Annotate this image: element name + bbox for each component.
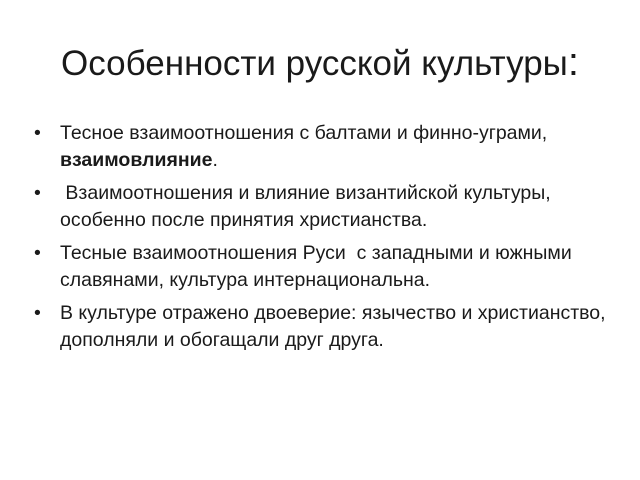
bullet-list xyxy=(32,120,612,360)
bullet-icon: • xyxy=(34,242,41,264)
bullet-icon: • xyxy=(34,122,41,144)
slide-title-colon: : xyxy=(567,40,579,84)
bullet-text-3: Тесные взаимоотношения Руси с западными и южными славянами, культура интернациональна. xyxy=(60,242,578,291)
bullet-icon: • xyxy=(34,182,41,204)
bullet-text-2: Взаимоотношения и влияние византийской культуры, особенно после принятия христианства. xyxy=(60,182,557,231)
bullet-text-4: В культуре отражено двоеверие: язычество и христианство, дополняли и обогащали друг друга. xyxy=(60,302,606,351)
bullet-text-1 xyxy=(60,120,612,174)
bullet-item-1 xyxy=(32,120,612,174)
bullet-text-1-before: Тесное взаимоотношения с балтами и финно-уграми, xyxy=(60,122,548,144)
slide-title xyxy=(0,40,640,86)
slide-title-text: Особенности русской культуры xyxy=(61,44,568,83)
bullet-icon: • xyxy=(34,302,41,324)
bullet-item-3 xyxy=(32,240,612,294)
bullet-item-2 xyxy=(32,180,612,234)
bullet-text-1-bold: взаимовлияние xyxy=(60,149,213,171)
bullet-text-1-after: . xyxy=(212,149,218,171)
bullet-item-4 xyxy=(32,300,612,354)
